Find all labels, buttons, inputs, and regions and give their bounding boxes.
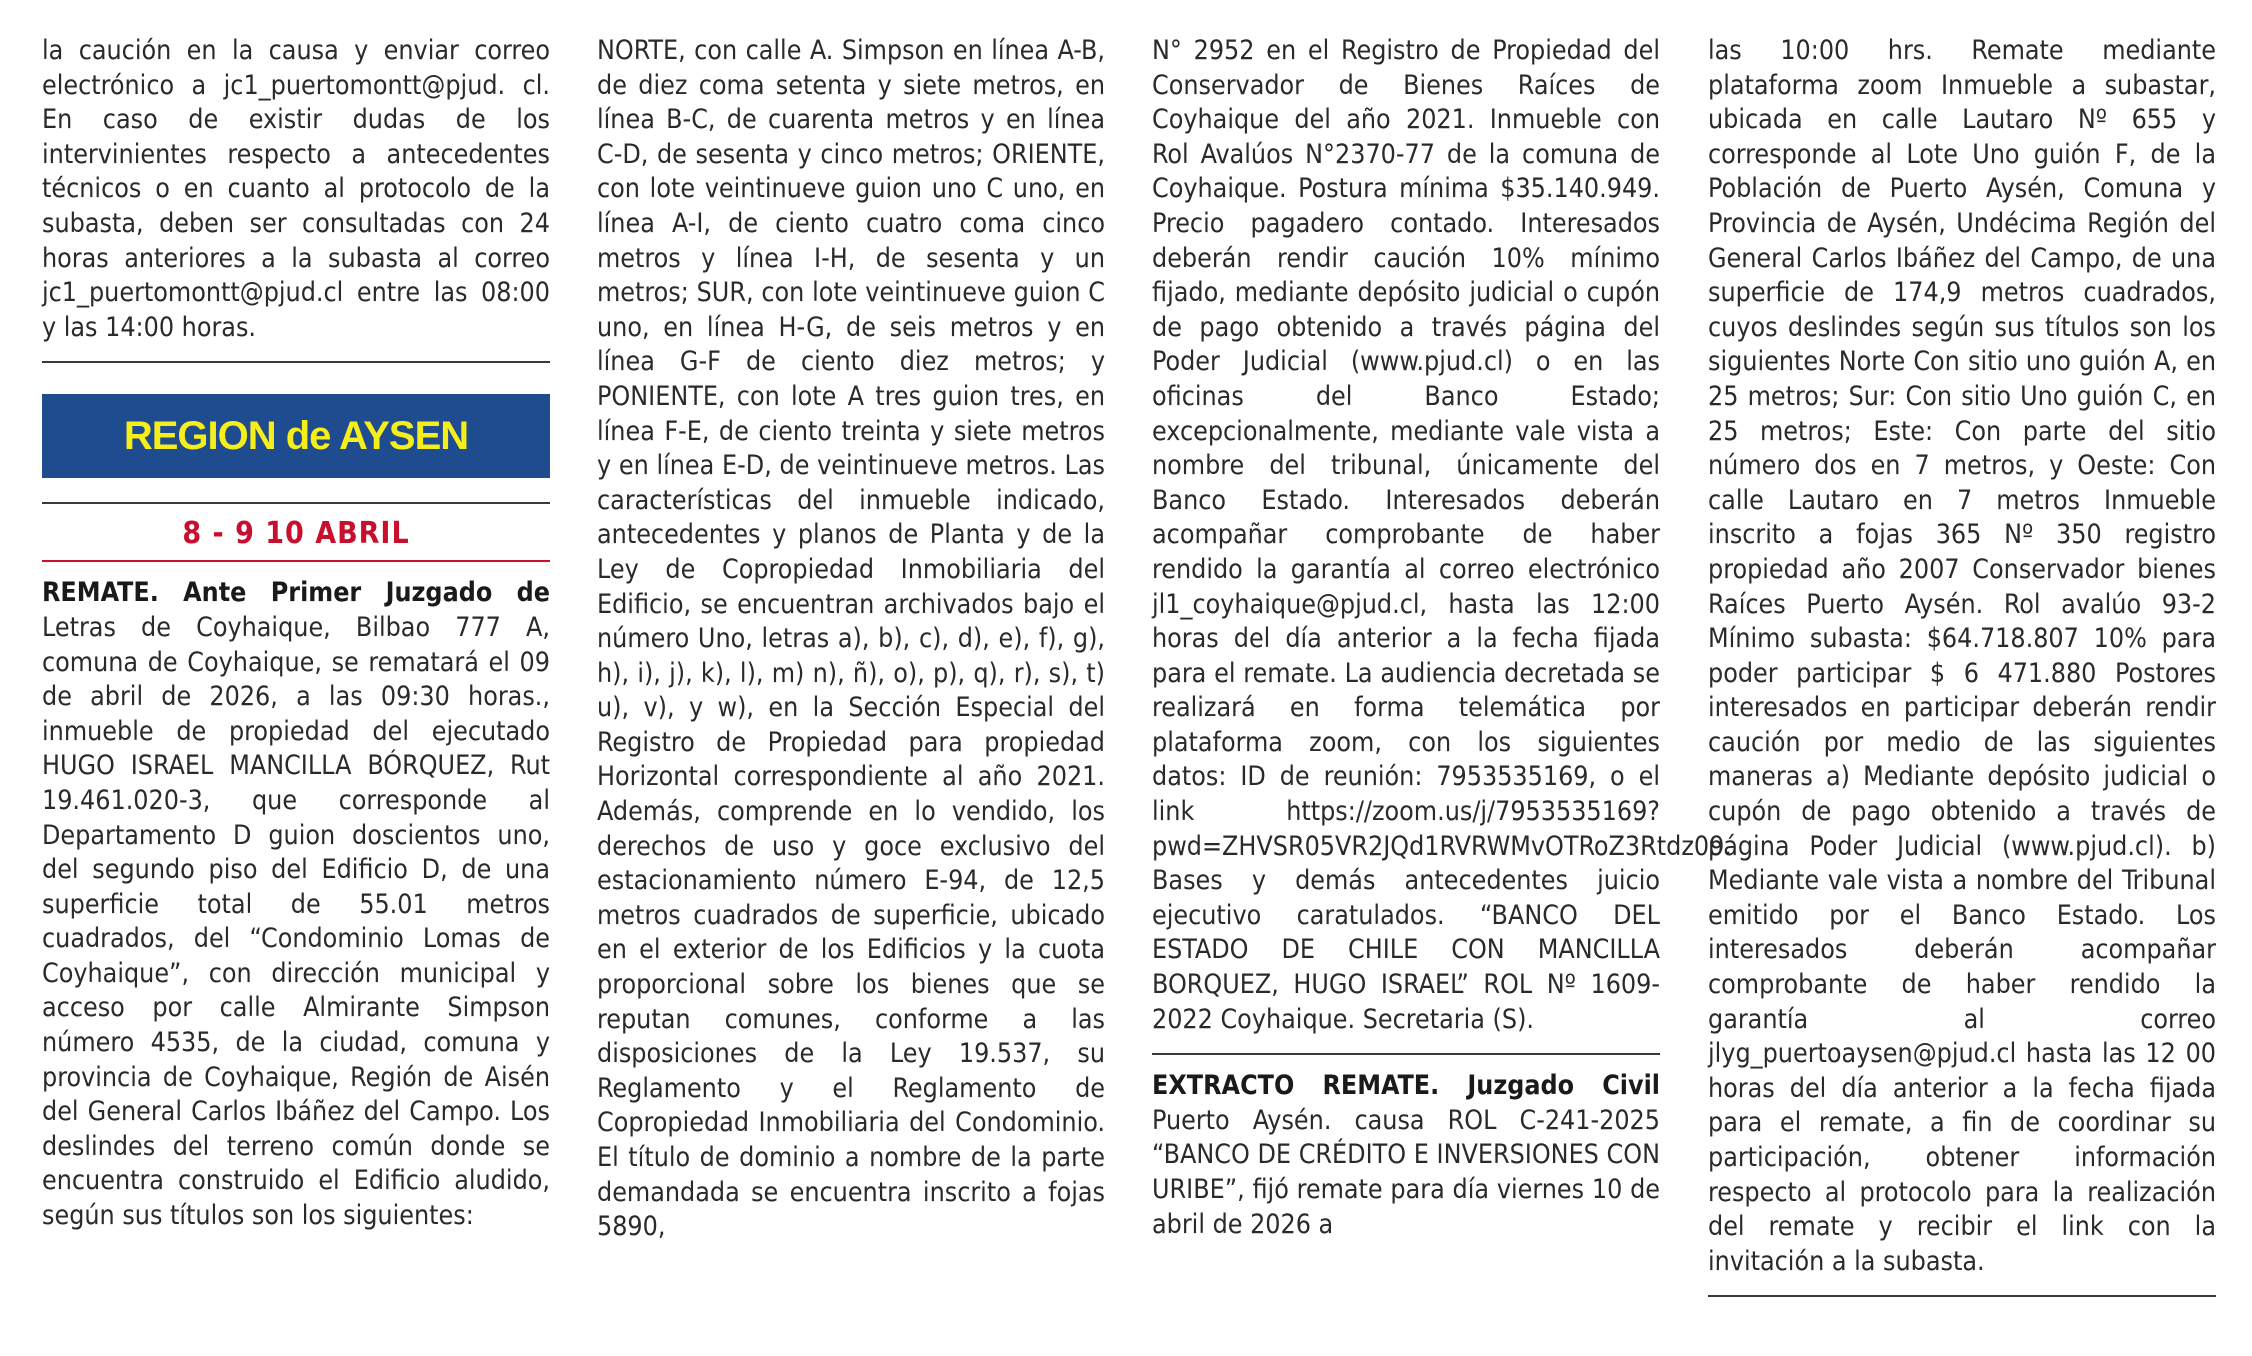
remate-notice-1-heading: REMATE. Ante Primer Juzgado de — [42, 577, 550, 609]
remate-notice-2-body: Puerto Aysén. causa ROL C-241-2025 “BANCO DE CRÉDITO E INVERSIONES CON URIBE”, fijó remate para día viernes 10 de abril de 2026 a — [1152, 1104, 1660, 1240]
remate-notice-1-conclusion: N° 2952 en el Registro de Propiedad del Conservador de Bienes Raíces de Coyhaique del año 2021. Inmueble con Rol Avalúos N°2370-77 de la comuna de Coyhaique. Postura mínima $35.140.949. Precio pagadero contado. Interesados deberán rendir caución 10% mínimo fijado, mediante depósito judicial o cupón de pago obtenido a través página del Poder Judicial (www.pjud.cl) o en las oficinas del Banco Estado; excepcionalmente, mediante vale vista a nombre del tribunal, únicamente del Banco Estado. Interesados deberán acompañar comprobante de haber rendido la garantía al correo electrónico jl1_coyhaique@pjud.cl, hasta las 12:00 horas del día anterior a la fecha fijada para el remate. La audiencia decretada se realizará en forma telemática por plataforma zoom, con los siguientes datos: ID de reunión: 7953535169, o el link https://zoom.us/j/7953535169?pwd=ZHVSR05VR2JQd1RVRWMvOTRoZ3Rtdz09. Bases y demás antecedentes juicio ejecutivo caratulados. “BANCO DEL ESTADO DE CHILE CON MANCILLA BORQUEZ, HUGO ISRAEL” ROL Nº 1609-2022 Coyhaique. Secretaria (S). — [1152, 35, 1732, 1035]
previous-notice-tail: la caución en la causa y enviar correo electrónico a jc1_puertomontt@pjud. cl. En caso de existir dudas de los intervinientes respecto a antecedentes técnicos o en cuanto al protocolo de la subasta, deben ser consultadas con 24 horas anteriores a la subasta al correo jc1_puertomontt@pjud.cl entre las 08:00 y las 14:00 horas. — [42, 35, 550, 343]
remate-notice-2 — [1152, 1069, 1660, 1242]
region-banner — [42, 394, 550, 478]
divider — [42, 361, 550, 363]
column-2 — [597, 34, 1105, 1245]
column-1 — [42, 34, 550, 1234]
column-3 — [1152, 34, 1732, 1242]
region-banner-label: REGION de AYSEN — [123, 414, 469, 459]
remate-notice-1 — [42, 576, 550, 1233]
remate-notice-2-continued: las 10:00 hrs. Remate mediante plataforma zoom Inmueble a subastar, ubicada en calle Lautaro Nº 655 y corresponde al Lote Uno guión F, de la Población de Puerto Aysén, Comuna y Provincia de Aysén, Undécima Región del General Carlos Ibáñez del Campo, de una superficie de 174,9 metros cuadrados, cuyos deslindes según sus títulos son los siguientes Norte Con sitio uno guión A, en 25 metros; Sur: Con sitio Uno guión C, en 25 metros; Este: Con parte del sitio número dos en 7 metros, y Oeste: Con calle Lautaro en 7 metros Inmueble inscrito a fojas 365 Nº 350 registro propiedad año 2007 Conservador bienes Raíces Puerto Aysén. Rol avalúo 93-2 Mínimo subasta: $64.718.807 10% para poder participar $ 6 471.880 Postores interesados en participar deberán rendir caución por medio de las siguientes maneras a) Mediante depósito judicial o cupón de pago obtenido a través de página Poder Judicial (www.pjud.cl). b) Mediante vale vista a nombre del Tribunal emitido por el Banco Estado. Los interesados deberán acompañar comprobante de haber rendido la garantía al correo jlyg_puertoaysen@pjud.cl hasta las 12 00 horas del día anterior a la fecha fijada para el remate, a fin de coordinar su participación, obtener información respecto al protocolo para la realización del remate y recibir el link con la invitación a la subasta. — [1708, 35, 2216, 1277]
remate-notice-1-continued: NORTE, con calle A. Simpson en línea A-B, de diez coma setenta y siete metros, en línea B-C, de cuarenta metros y en línea C-D, de sesenta y cinco metros; ORIENTE, con lote veintinueve guion uno C uno, en línea A-I, de ciento cuatro coma cinco metros y línea I-H, de sesenta y un metros; SUR, con lote veintinueve guion C uno, en línea H-G, de seis metros y en línea G-F de ciento diez metros; y PONIENTE, con lote A tres guion tres, en línea F-E, de ciento treinta y siete metros y en línea E-D, de veintinueve metros. Las características del inmueble indicado, antecedentes y planos de Planta y de la Ley de Copropiedad Inmobiliaria del Edificio, se encuentran archivados bajo el número Uno, letras a), b), c), d), e), f), g), h), i), j), k), l), m) n), ñ), o), p), q), r), s), t) u), v), y w), en la Sección Especial del Registro de Propiedad para propiedad Horizontal correspondiente al año 2021. Además, comprende en lo vendido, los derechos de uso y goce exclusivo del estacionamiento número E-94, de 12,5 metros cuadrados de superficie, ubicado en el exterior de los Edificios y la cuota proporcional sobre los bienes que se reputan comunes, conforme a las disposiciones de la Ley 19.537, su Reglamento y el Reglamento de Copropiedad Inmobiliaria del Condominio. El título de dominio a nombre de la parte demandada se encuentra inscrito a fojas 5890, — [597, 35, 1105, 1243]
remate-notice-1-body: Letras de Coyhaique, Bilbao 777 A, comuna de Coyhaique, se rematará el 09 de abril de 2026, a las 09:30 horas., inmueble de propiedad del ejecutado HUGO ISRAEL MANCILLA BÓRQUEZ, Rut 19.461.020-3, que corresponde al Departamento D guion doscientos uno, del segundo piso del Edificio D, de una superficie total de 55.01 metros cuadrados, del “Condominio Lomas de Coyhaique”, con dirección municipal y acceso por calle Almirante Simpson número 4535, de la ciudad, comuna y provincia de Coyhaique, Región de Aisén del General Carlos Ibáñez del Campo. Los deslindes del terreno común donde se encuentra construido el Edificio aludido, según sus títulos son los siguientes: — [42, 611, 550, 1232]
remate-notice-2-heading: EXTRACTO REMATE. Juzgado Civil — [1152, 1070, 1660, 1102]
publication-dates: 8 - 9 10 ABRIL — [182, 516, 410, 552]
divider — [42, 502, 550, 504]
dates-underline — [42, 560, 550, 562]
column-4 — [1708, 34, 2216, 1297]
divider — [1152, 1053, 1660, 1055]
divider — [1708, 1295, 2216, 1297]
